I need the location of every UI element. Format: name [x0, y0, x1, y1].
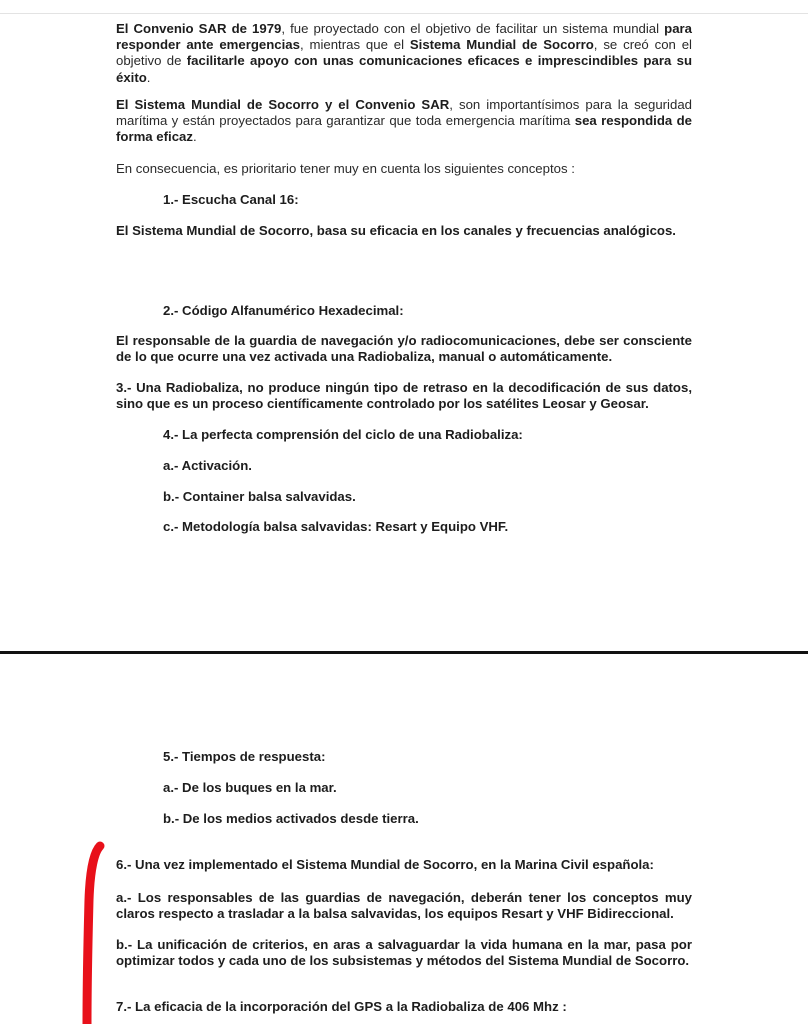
text-span: . — [192, 129, 197, 145]
paragraph-consequence: En consecuencia, es prioritario tener muy en cuenta los siguientes conceptos : — [116, 161, 575, 176]
item-6-a: a.- Los responsables de las guardias de navegación, deberán tener los conceptos muy claros respecto a trasladar a la balsa salvavidas, los equipos Resart y VHF Bidireccional. — [116, 890, 692, 922]
bold-span: Sistema Mundial de Socorro — [409, 37, 594, 53]
item-1-heading: 1.- Escucha Canal 16: — [163, 192, 299, 207]
text-span: , mientras que el — [299, 37, 410, 53]
text-span: , se creó con el objetivo de — [116, 37, 692, 69]
text-span: , son importantísimos para la seguridad marítima y están proyectados para garantizar que toda emergencia marítima — [116, 97, 692, 129]
item-2-text: El responsable de la guardia de navegación y/o radiocomunicaciones, debe ser consciente de lo que ocurre una vez activada una Radiobaliza, manual o automáticamente. — [116, 333, 692, 365]
item-5-a: a.- De los buques en la mar. — [163, 780, 337, 795]
item-7-heading: 7.- La eficacia de la incorporación del GPS a la Radiobaliza de 406 Mhz : — [116, 999, 567, 1014]
paragraph-maritime-safety — [116, 97, 692, 146]
bold-span: El Convenio SAR de 1979 — [116, 21, 282, 36]
item-5-b: b.- De los medios activados desde tierra. — [163, 811, 419, 826]
item-4-c: c.- Metodología balsa salvavidas: Resart y Equipo VHF. — [163, 519, 509, 534]
item-4-heading: 4.- La perfecta comprensión del ciclo de una Radiobaliza: — [163, 427, 523, 442]
text-span: , fue proyectado con el objetivo de facilitar un sistema mundial — [281, 21, 665, 36]
bold-span: para responder ante emergencias — [116, 21, 692, 53]
paragraph-sar-convention — [116, 21, 692, 86]
text-span: . — [146, 69, 151, 85]
item-6-b: b.- La unificación de criterios, en aras a salvaguardar la vida humana en la mar, pasa por optimizar todos y cada uno de los subsistemas y métodos del Sistema Mundial de Socorro. — [116, 937, 692, 969]
item-4-b: b.- Container balsa salvavidas. — [163, 489, 356, 504]
item-1-text: El Sistema Mundial de Socorro, basa su eficacia en los canales y frecuencias analógicos. — [116, 223, 676, 238]
item-3-text: 3.- Una Radiobaliza, no produce ningún tipo de retraso en la decodificación de sus datos, sino que es un proceso científicamente controlado por los satélites Leosar y Geosar. — [116, 380, 692, 412]
bold-span: sea respondida de forma eficaz — [116, 113, 693, 145]
red-marker-stroke — [87, 846, 100, 1024]
page-break-line — [0, 651, 808, 654]
top-divider — [0, 13, 808, 14]
item-5-heading: 5.- Tiempos de respuesta: — [163, 749, 326, 764]
item-4-a: a.- Activación. — [163, 458, 252, 473]
bold-span: El Sistema Mundial de Socorro y el Convenio SAR — [116, 97, 450, 112]
bold-span: facilitarle apoyo con unas comunicaciones eficaces e imprescindibles para su éxito — [116, 53, 692, 85]
item-6-heading: 6.- Una vez implementado el Sistema Mundial de Socorro, en la Marina Civil española: — [116, 857, 654, 872]
item-2-heading: 2.- Código Alfanumérico Hexadecimal: — [163, 303, 404, 318]
